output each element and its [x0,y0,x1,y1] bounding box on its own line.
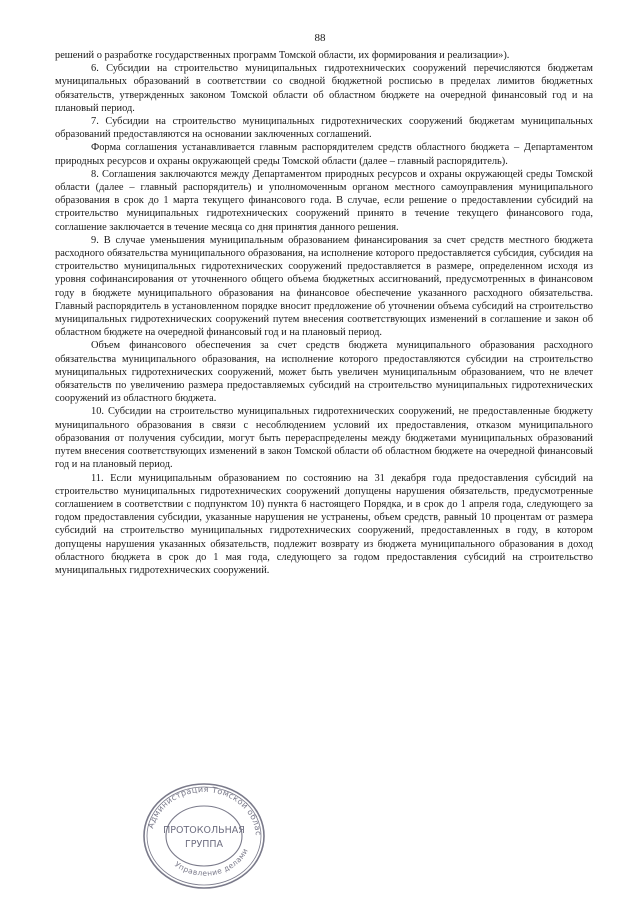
document-body [55,49,593,577]
paragraph-financing-volume: Объем финансового обеспечения за счет средств бюджета муниципального образования расходного обязательства муниципального образования, на исполнение которого предоставляются субсидии на строительство муниципальных гидротехнических сооружений, может быть увеличен муниципальным образованием, что не влечет обязательств по увеличению размера предоставляемых субсидий на строительство муниципальных гидротехнических сооружений из областного бюджета. [55,340,593,405]
stamp-center-line1: ПРОТОКОЛЬНАЯ [163,825,245,836]
paragraph-item-9: 9. В случае уменьшения муниципальным образованием финансирования за счет средств местного бюджета расходного обязательства муниципального образования, на исполнение которого предоставляется субсидия, субсидия на строительство муниципальных гидротехнических сооружений предоставляется в размере, определенном исходя из уровня софинансирования от уточненного общего объема бюджетных ассигнований, предусмотренных в финансовом году в бюджете муниципального образования на финансовое обеспечение указанного расходного обязательства. Главный распорядитель в установленном порядке вносит предложение об уточнении объема субсидий на строительство муниципальных гидротехнических сооружений путем внесения соответствующих изменений в соглашение и закон об областном бюджете на очередной финансовый год и на плановый период. [55,234,593,339]
stamp-seal-icon [138,778,270,890]
paragraph-item-8: 8. Соглашения заключаются между Департаментом природных ресурсов и охраны окружающей среды Томской области (далее – главный распорядитель) и уполномоченным органом местного самоуправления муниципального образования в срок до 1 марта текущего финансового года. В случае, если решение о предоставлении субсидий на строительство муниципальных гидротехнических сооружений принято в течение текущего финансового года, соглашение заключается в течение месяца со дня принятия данного решения. [55,168,593,233]
paragraph-item-6: 6. Субсидии на строительство муниципальных гидротехнических сооружений перечисляются бюджетам муниципальных образований в соответствии со сводной бюджетной росписью в пределах лимитов бюджетных обязательств, утвержденных законом Томской области об областном бюджете на очередной финансовый год и на плановый период. [55,63,593,114]
paragraph-item-11: 11. Если муниципальным образованием по состоянию на 31 декабря года предоставления субсидий на строительство муниципальных гидротехнических сооружений допущены нарушения обязательств, предусмотренные соглашением в соответствии с подпунктом 10) пункта 6 настоящего Порядка, и в срок до 1 апреля года, следующего за годом предоставления субсидии, указанные нарушения не устранены, объем средств, равный 10 процентам от размера субсидий на строительство муниципальных гидротехнических сооружений, предоставленных в году, в котором допущены нарушения указанных обязательств, подлежит возврату из бюджета муниципального образования в доход областного бюджета в срок до 1 мая года, следующего за годом предоставления субсидий на строительство муниципальных гидротехнических сооружений. [55,472,593,576]
stamp-bottom-text: Управление делами [172,846,250,878]
paragraph-continuation: решений о разработке государственных программ Томской области, их формирования и реализации»). [55,50,510,61]
stamp-center-line2: ГРУППА [184,839,224,850]
stamp-outer-text: Администрация Томской облас [146,784,263,837]
paragraph-agreement-form: Форма соглашения устанавливается главным распорядителем средств областного бюджета – Департаментом природных ресурсов и охраны окружающей среды Томской области (далее – главный распорядитель). [55,142,593,167]
official-stamp [138,778,270,890]
paragraph-item-7: 7. Субсидии на строительство муниципальных гидротехнических сооружений бюджетам муниципальных образований предоставляются на основании заключенных соглашений. [55,116,593,141]
paragraph-item-10: 10. Субсидии на строительство муниципальных гидротехнических сооружений, не предоставленные бюджету муниципального образования в связи с несоблюдением условий их предоставления, отказом муниципального образования от получения субсидии, могут быть перераспределены между бюджетами муниципальных образований путем внесения соответствующих изменений в закон Томской области об областном бюджете на очередной финансовый год и на плановый период. [55,406,593,471]
page-number: 88 [314,32,326,44]
